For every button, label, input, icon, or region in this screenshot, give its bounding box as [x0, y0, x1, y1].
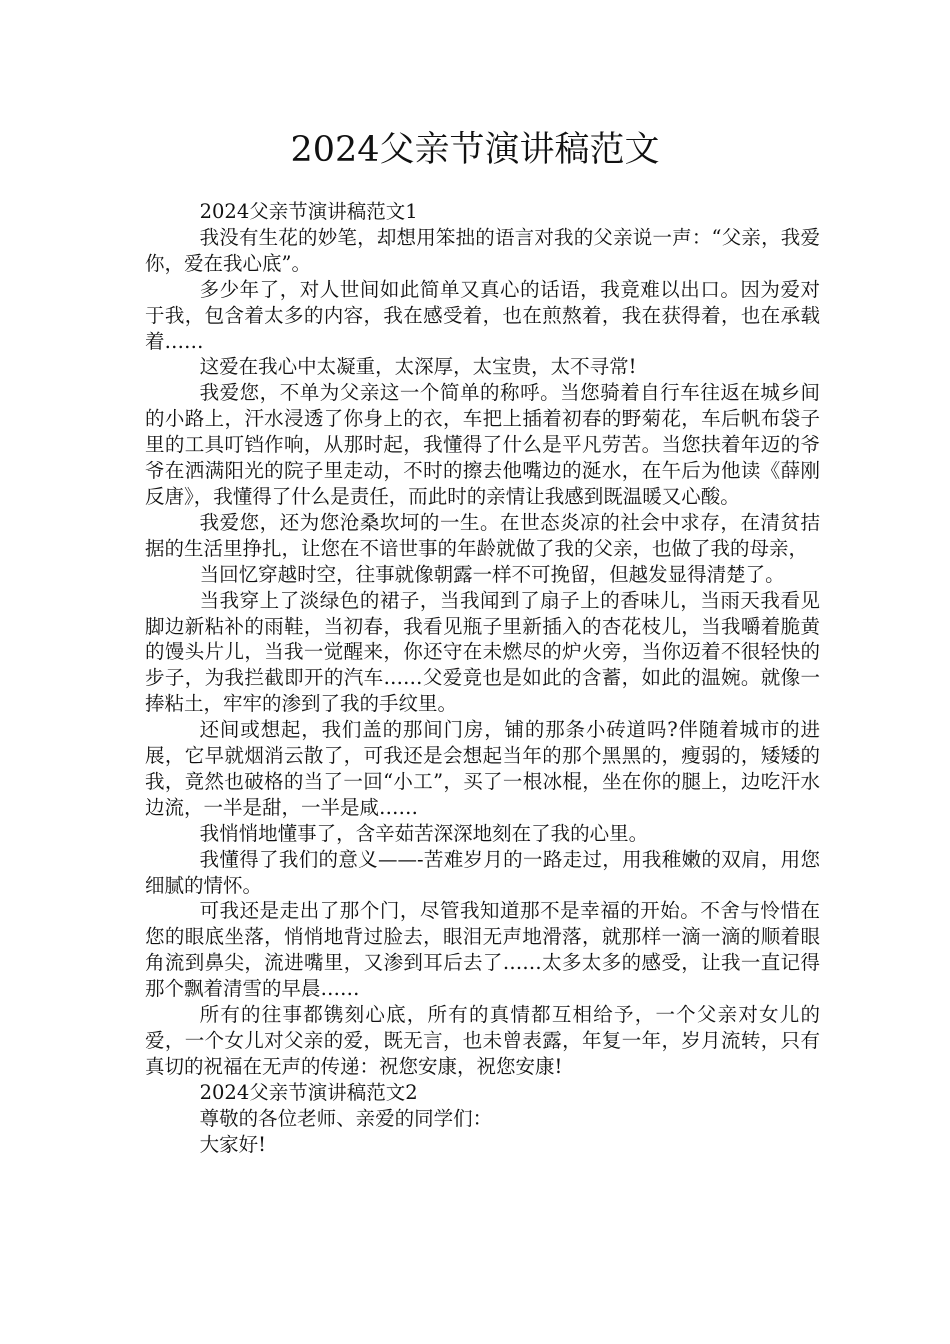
- paragraph: 我悄悄地懂事了，含辛茹苦深深地刻在了我的心里。: [199, 821, 649, 845]
- paragraph: 当我穿上了淡绿色的裙子，当我闻到了扇子上的香味儿，当雨天我看见脚边新粘补的雨鞋，当初春，我看见瓶子里新插入的杏花枝儿，当我嚼着脆黄的馒头片儿，当我一觉醒来，你还守在未燃尽的炉火旁，当你迈着不很轻快的步子，为我拦截即开的汽车……父爱竟也是如此的含蓄，如此的温婉。就像一捧粘土，牢牢的渗到了我的手纹里。: [145, 588, 820, 716]
- paragraph: 这爱在我心中太凝重，太深厚，太宝贵，太不寻常!: [199, 355, 637, 379]
- paragraph: 我爱您，不单为父亲这一个简单的称呼。当您骑着自行车往返在城乡间的小路上，汗水浸透了你身上的衣，车把上插着初春的野菊花，车后帆布袋子里的工具叮铛作响，从那时起，我懂得了什么是平凡劳苦。当您扶着年迈的爷爷在洒满阳光的院子里走动，不时的擦去他嘴边的涎水，在午后为他读《薛刚反唐》，我懂得了什么是责任，而此时的亲情让我感到既温暖又心酸。: [145, 381, 820, 508]
- paragraph: 多少年了，对人世间如此简单又真心的话语，我竟难以出口。因为爱对于我，包含着太多的内容，我在感受着，也在煎熬着，我在获得着，也在承载着……: [145, 277, 820, 353]
- paragraph: 我没有生花的妙笔，却想用笨拙的语言对我的父亲说一声：“父亲，我爱你，爱在我心底”。: [145, 225, 820, 275]
- salutation: 尊敬的各位老师、亲爱的同学们：: [199, 1106, 493, 1130]
- paragraph: 当回忆穿越时空，往事就像朝露一样不可挽留，但越发显得清楚了。: [199, 562, 785, 586]
- paragraph: 所有的往事都镌刻心底，所有的真情都互相给予，一个父亲对女儿的爱，一个女儿对父亲的爱，既无言，也未曾表露，年复一年，岁月流转，只有真切的祝福在无声的传递：祝您安康，祝您安康!: [145, 1003, 820, 1078]
- section-heading-2: 2024父亲节演讲稿范文2: [199, 1080, 418, 1104]
- greeting: 大家好!: [199, 1132, 266, 1156]
- paragraph: 还间或想起，我们盖的那间门房，铺的那条小砖道吗?伴随着城市的进展，它早就烟消云散了，可我还是会想起当年的那个黑黑的，瘦弱的，矮矮的我，竟然也破格的当了一回“小工”，买了一根冰棍，坐在你的腿上，边吃汗水边流，一半是甜，一半是咸……: [145, 718, 820, 819]
- document-title: 2024父亲节演讲稿范文: [290, 130, 660, 170]
- paragraph: 可我还是走出了那个门，尽管我知道那不是幸福的开始。不舍与怜惜在您的眼底坐落，悄悄地背过脸去，眼泪无声地滑落，就那样一滴一滴的顺着眼角流到鼻尖，流进嘴里，又渗到耳后去了……太多太多的感受，让我一直记得那个飘着清雪的早晨……: [145, 899, 820, 1001]
- section-heading-1: 2024父亲节演讲稿范文1: [199, 200, 418, 223]
- paragraph: 我爱您，还为您沧桑坎坷的一生。在世态炎凉的社会中求存，在清贫拮据的生活里挣扎，让您在不谙世事的年龄就做了我的父亲，也做了我的母亲，: [145, 510, 820, 560]
- paragraph: 我懂得了我们的意义——-苦难岁月的一路走过，用我稚嫩的双肩，用您细腻的情怀。: [145, 847, 820, 897]
- document-body: [145, 199, 820, 1158]
